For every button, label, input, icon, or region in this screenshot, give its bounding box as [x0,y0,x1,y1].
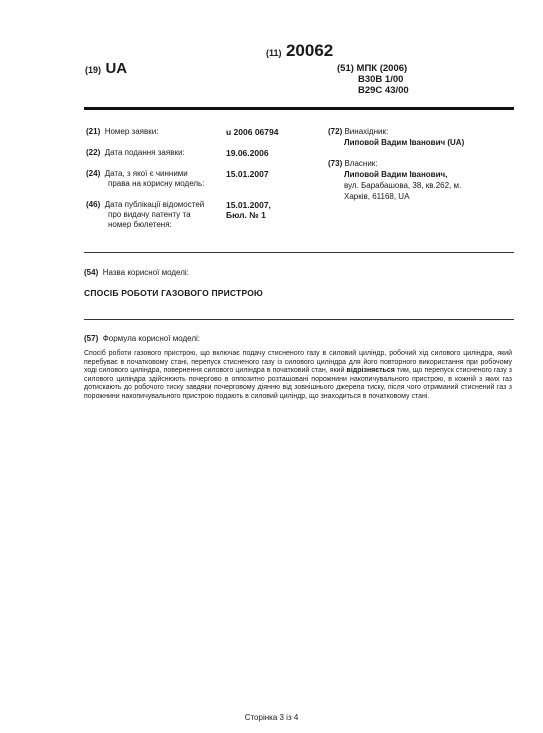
inventor-name: Липовой Вадим Іванович (UA) [344,138,465,147]
title-section-label: (54) Назва корисної моделі: [84,268,189,277]
publication-label: (46) Дата публікації відомостей про видачу патенту та номер бюлетеня: [86,200,205,229]
section-rule [84,252,514,253]
effective-date-label: (24) Дата, з якої є чинними права на корисну модель: [86,169,205,188]
ipc-heading: МПК (2006) [356,63,408,74]
owner-block: (73) Власник: Липовой Вадим Іванович, вул. Барабашова, 38, кв.262, м. Харків, 61168, UA [328,158,518,202]
effective-date-value: 15.01.2007 [226,169,269,179]
inventor-block: (72) Винахідник: Липовой Вадим Іванович (UA) [328,126,518,148]
publication-value: 15.01.2007, Бюл. № 1 [226,200,271,220]
ipc-block [337,63,409,96]
utility-model-title: СПОСІБ РОБОТИ ГАЗОВОГО ПРИСТРОЮ [84,288,263,298]
claims-label: (57) Формула корисної моделі: [84,334,200,343]
application-number-value: u 2006 06794 [226,127,279,137]
application-number-label: (21) Номер заявки: [86,127,159,136]
document-number [266,41,333,61]
owner-address: Харків, 61168, UA [344,192,410,201]
owner-address: вул. Барабашова, 38, кв.262, м. [344,181,462,190]
filing-date-label: (22) Дата подання заявки: [86,148,185,157]
country-code-value: UA [105,60,128,77]
filing-date-value: 19.06.2006 [226,148,269,158]
country-code-label: (19) [85,65,102,75]
country-code [85,60,127,78]
ipc-class: B29C 43/00 [358,85,409,96]
claims-text: Спосіб роботи газового пристрою, що включає подачу стисненого газу в силовий циліндр, робочий хід силового циліндра, який перебуває в початковому стані, перепуск стисненого газу із силового циліндра для його повторного використання при робочому ході силового циліндра, повернення силового циліндра в початковий стан, який відрізняється тим, що перепуск стисненого газу з силового циліндра здійснюють почергово в оппозитно розташовані порожнини накопичувального пристрою, в кожній з яких газ дотискають до робочого тиску завдяки почерговому діянню від зовнішнього джерела тиску, після чого отриманий стиснений газ з порожнини накопичувального пристрою подають в силовий циліндр, що знаходиться в початковому стані. [84,350,512,400]
ipc-code-label: (51) [337,63,354,74]
document-number-code: (11) [266,48,282,58]
document-number-value: 20062 [285,41,334,60]
ipc-class: B30B 1/00 [358,74,404,85]
owner-name: Липовой Вадим Іванович, [344,170,448,179]
section-rule [84,319,514,320]
page-number: Сторінка 3 із 4 [244,713,299,722]
header-rule [84,107,514,110]
